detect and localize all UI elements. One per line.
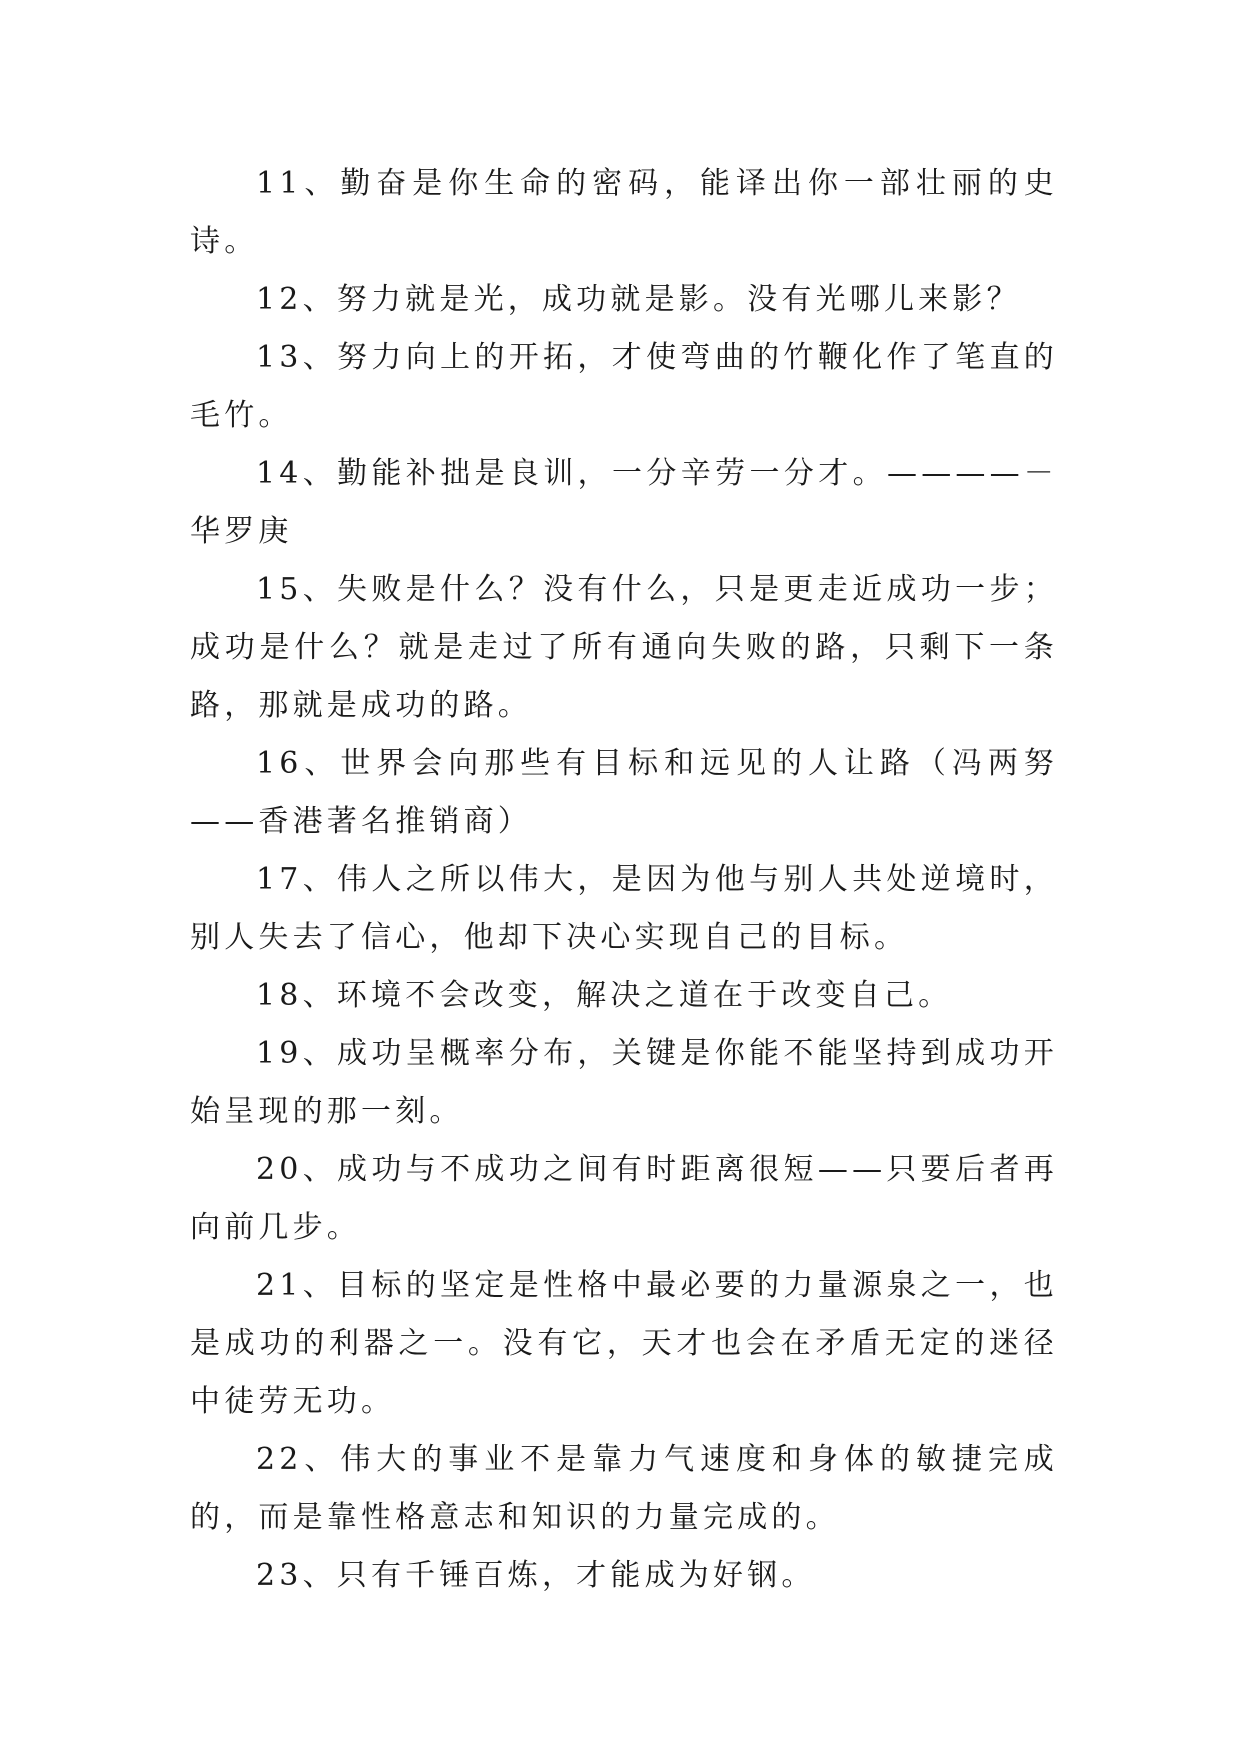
paragraph-12: 12、努力就是光，成功就是影。没有光哪儿来影？ bbox=[256, 282, 1021, 317]
paragraph-17: 17、伟人之所以伟大，是因为他与别人共处逆境时，别人失去了信心，他却下决心实现自己的目标。 bbox=[190, 862, 1058, 955]
paragraph-21: 21、目标的坚定是性格中最必要的力量源泉之一，也是成功的利器之一。没有它，天才也会在矛盾无定的迷径中徒劳无功。 bbox=[190, 1268, 1058, 1419]
paragraph-14: 14、勤能补拙是良训，一分辛劳一分才。————－华罗庚 bbox=[190, 456, 1058, 549]
paragraph-13: 13、努力向上的开拓，才使弯曲的竹鞭化作了笔直的毛竹。 bbox=[190, 340, 1058, 433]
paragraph-19: 19、成功呈概率分布，关键是你能不能坚持到成功开始呈现的那一刻。 bbox=[190, 1036, 1058, 1129]
paragraph-20: 20、成功与不成功之间有时距离很短——只要后者再向前几步。 bbox=[190, 1152, 1058, 1245]
paragraph-22: 22、伟大的事业不是靠力气速度和身体的敏捷完成的，而是靠性格意志和知识的力量完成的。 bbox=[190, 1442, 1058, 1535]
paragraph-11: 11、勤奋是你生命的密码，能译出你一部壮丽的史诗。 bbox=[190, 166, 1058, 259]
paragraph-15: 15、失败是什么？没有什么，只是更走近成功一步；成功是什么？就是走过了所有通向失败的路，只剩下一条路，那就是成功的路。 bbox=[190, 572, 1058, 723]
paragraph-23: 23、只有千锤百炼，才能成为好钢。 bbox=[256, 1558, 816, 1593]
document-body bbox=[190, 155, 1058, 1605]
paragraph-16: 16、世界会向那些有目标和远见的人让路（冯两努——香港著名推销商） bbox=[190, 746, 1058, 839]
paragraph-18: 18、环境不会改变，解决之道在于改变自己。 bbox=[256, 978, 953, 1013]
